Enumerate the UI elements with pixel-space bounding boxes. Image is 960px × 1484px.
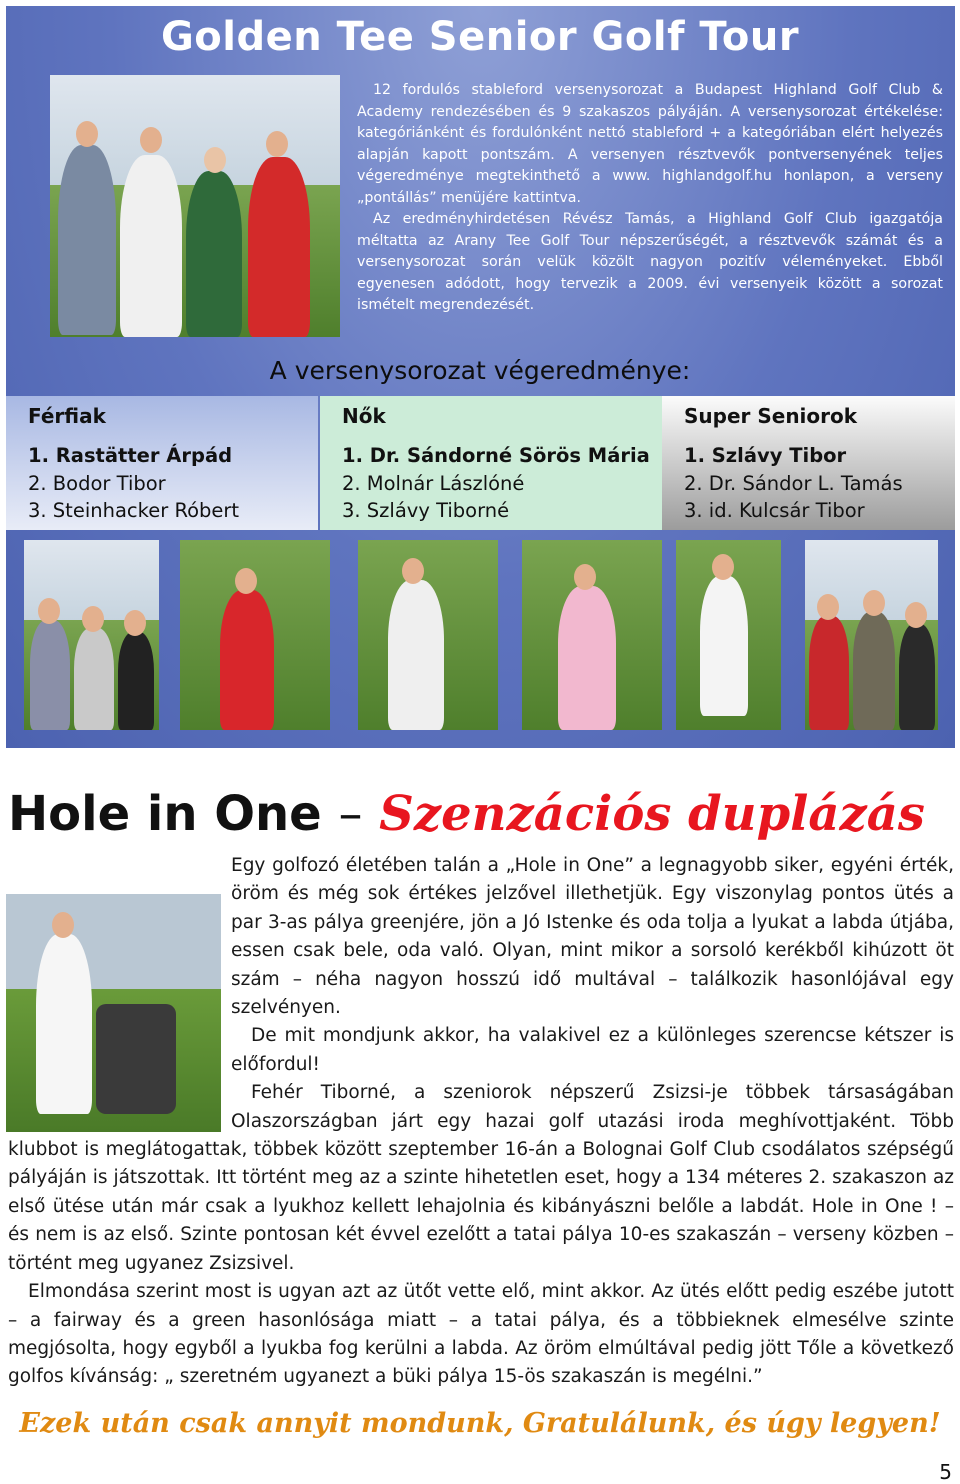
intro-paragraph: 12 fordulós stableford versenysorozat a Budapest Highland Golf Club & Academy rendezésében és 9 szakaszos pályáján. A versenysorozat értékelése: kategóriánként és fordulónként nettó stableford + a kategóriában elért helyezés alapján kapott pontszám. A versenyen résztvevők pontversenyének teljes végeredménye megtekinthető a www. highlandgolf.hu honlapon, a verseny „pontállás” menüjére kattintva. xyxy=(357,82,943,206)
article-title-dash: – xyxy=(338,786,363,842)
winner-photo-women-1 xyxy=(358,540,498,730)
result-place: 3. Szlávy Tiborné xyxy=(342,499,510,522)
article-paragraph: De mit mondjunk akkor, ha valakivel ez a különleges szerencse kétszer is előfordul! xyxy=(231,1025,954,1075)
winner-photo-men-first xyxy=(180,540,330,730)
article-title-sub: Szenzációs duplázás xyxy=(379,786,925,842)
result-place: 2. Dr. Sándor L. Tamás xyxy=(684,471,903,495)
result-place: 2. Molnár Lászlóné xyxy=(342,471,525,495)
winner-photo-women-2 xyxy=(522,540,662,730)
group-photo xyxy=(50,75,340,337)
article-paragraph: Elmondása szerint most is ugyan azt az ütőt vette elő, mint akkor. Az ütés előtt pedig eszébe jutott – a fairway és a green hasonlósága miatt – a tatai pálya, és a többieknek elmesélve szinte megjósolta, hogy egyből a lyukba fog kerülni a labda. Az öröm elmúltával pedig jött Tőle a következő golfos kívánság: „ szeretném ugyanezt a büki pálya 15-ös szakaszán is megélni.” xyxy=(8,1281,954,1388)
results-women xyxy=(320,396,662,530)
winners-photo-men xyxy=(24,540,159,730)
result-place: 1. Rastätter Árpád xyxy=(28,444,233,467)
results-heading: A versenysorozat végeredménye: xyxy=(269,356,691,385)
results-super-seniors xyxy=(662,396,955,530)
category-title: Nők xyxy=(342,404,386,428)
intro-paragraph: Az eredményhirdetésen Révész Tamás, a Highland Golf Club igazgatója méltatta az Arany Tee Golf Tour népszerűségét, a résztvevők számát és a versenysorozat során velük közölt nagyon pozitív véleményeket. Ebből egyenesen adódott, hogy tervezik a 2009. évi versenyeik között a sorozat ismételt megrendezését. xyxy=(357,211,943,313)
results-men xyxy=(6,396,318,530)
article-body xyxy=(8,852,954,1392)
winners-photo-seniors xyxy=(805,540,938,730)
result-place: 3. id. Kulcsár Tibor xyxy=(684,499,865,522)
article-paragraph: Fehér Tiborné, a szeniorok népszerű Zsizsi-je többek társaságában Olaszországban járt egy hazai golf utazási iroda meghívottjaként. Több klubbot is meglátogattak, többek között szeptember 16-án a Bolognai Golf Club csodálatos szépségű pályáján is játszottak. Itt történt meg az a szinte hihetetlen eset, hogy a 134 méteres 2. szakaszon az első ütése után már csak a lyukhoz kellett lehajolnia és kibányászni belőle a labdát. Hole in One ! – és nem is az első. Szinte pontosan két évvel ezelőtt a tatai pálya 10-es szakaszán – verseny közben – történt meg ugyanez Zsizsivel. xyxy=(8,1082,954,1274)
category-title: Férfiak xyxy=(28,404,106,428)
article-paragraph: Egy golfozó életében talán a „Hole in One” a legnagyobb siker, egyéni érték, öröm és még sok értékes jelzővel illethetjük. Egy viszonylag pontos ütés a par 3-as pálya greenjére, jön a Jó Istenke és oda tolja a lyukat a labda útjába, essen csak bele, oda való. Olyan, mint mikor a sorsoló kerékből kihúzott öt szám – néha nagyon hosszú idő multával – találkozik hasonlójával egy szelvényen. xyxy=(231,855,954,1019)
page-number: 5 xyxy=(939,1460,952,1484)
article-title xyxy=(8,786,925,842)
result-place: 1. Szlávy Tibor xyxy=(684,444,847,467)
winner-photo-seniors-1 xyxy=(676,540,781,730)
result-place: 2. Bodor Tibor xyxy=(28,471,166,495)
golfer-photo xyxy=(6,894,221,1132)
result-place: 1. Dr. Sándorné Sörös Mária xyxy=(342,444,650,467)
category-title: Super Seniorok xyxy=(684,404,858,428)
closing-line: Ezek után csak annyit mondunk, Gratulálunk, és úgy legyen! xyxy=(19,1408,941,1439)
article-title-main: Hole in One xyxy=(8,786,322,842)
intro-text xyxy=(357,80,943,317)
page-title: Golden Tee Senior Golf Tour xyxy=(160,14,800,60)
result-place: 3. Steinhacker Róbert xyxy=(28,499,240,522)
